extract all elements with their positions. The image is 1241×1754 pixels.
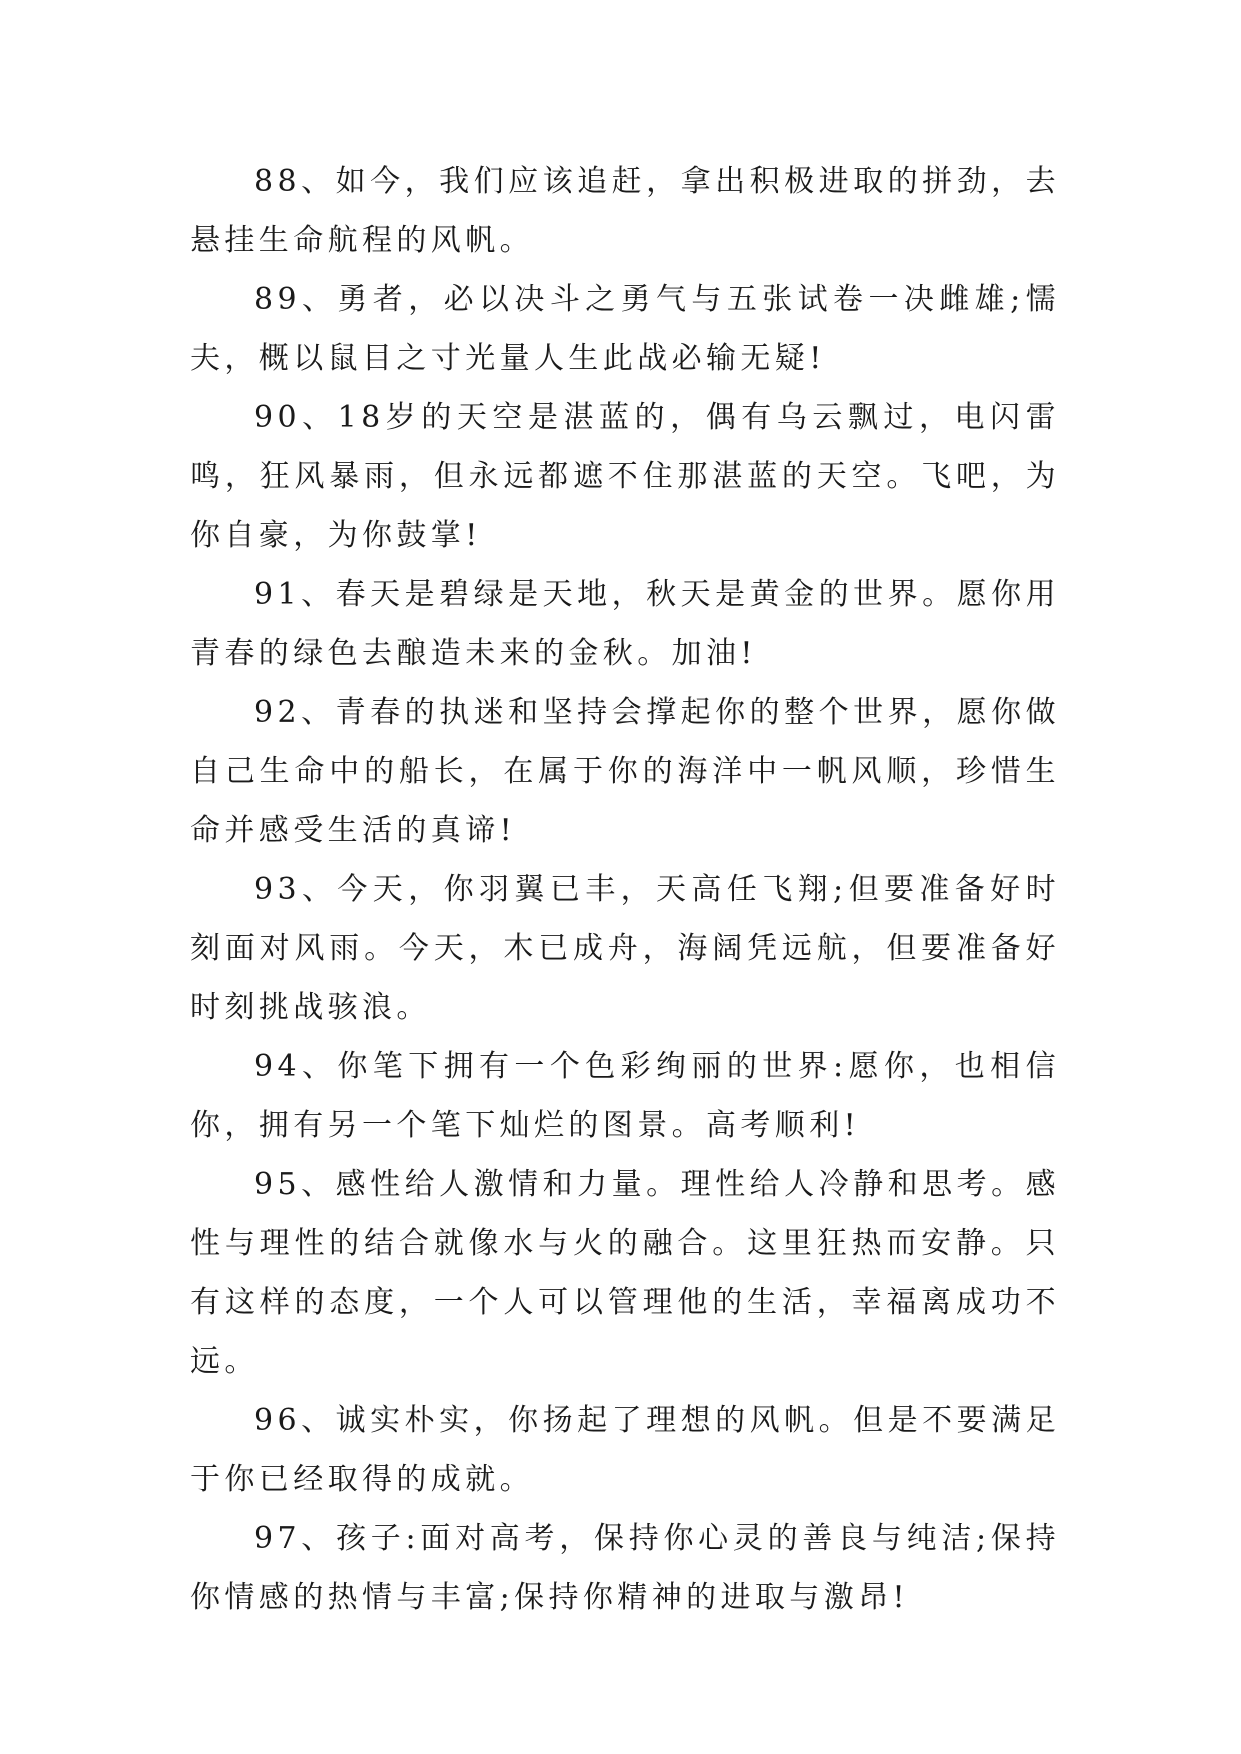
paragraph-93: 93、今天，你羽翼已丰，天高任飞翔;但要准备好时刻面对风雨。今天，木已成舟，海阔凭远航，但要准备好时刻挑战骇浪。 bbox=[190, 872, 1060, 1025]
paragraph-96: 96、诚实朴实，你扬起了理想的风帆。但是不要满足于你已经取得的成就。 bbox=[190, 1403, 1060, 1497]
document-body bbox=[190, 152, 1060, 1627]
paragraph-94: 94、你笔下拥有一个色彩绚丽的世界:愿你，也相信你，拥有另一个笔下灿烂的图景。高考顺利! bbox=[190, 1049, 1060, 1143]
paragraph-91: 91、春天是碧绿是天地，秋天是黄金的世界。愿你用青春的绿色去酿造未来的金秋。加油! bbox=[190, 577, 1060, 671]
paragraph-89: 89、勇者，必以决斗之勇气与五张试卷一决雌雄;懦夫，概以鼠目之寸光量人生此战必输无疑! bbox=[190, 282, 1060, 376]
paragraph-92: 92、青春的执迷和坚持会撑起你的整个世界，愿你做自己生命中的船长，在属于你的海洋中一帆风顺，珍惜生命并感受生活的真谛! bbox=[190, 695, 1060, 848]
paragraph-88: 88、如今，我们应该追赶，拿出积极进取的拼劲，去悬挂生命航程的风帆。 bbox=[190, 164, 1060, 258]
paragraph-97: 97、孩子:面对高考，保持你心灵的善良与纯洁;保持你情感的热情与丰富;保持你精神的进取与激昂! bbox=[190, 1521, 1060, 1615]
paragraph-95: 95、感性给人激情和力量。理性给人冷静和思考。感性与理性的结合就像水与火的融合。这里狂热而安静。只有这样的态度，一个人可以管理他的生活，幸福离成功不远。 bbox=[190, 1167, 1060, 1379]
paragraph-90: 90、18岁的天空是湛蓝的，偶有乌云飘过，电闪雷鸣，狂风暴雨，但永远都遮不住那湛蓝的天空。飞吧，为你自豪，为你鼓掌! bbox=[190, 400, 1060, 553]
